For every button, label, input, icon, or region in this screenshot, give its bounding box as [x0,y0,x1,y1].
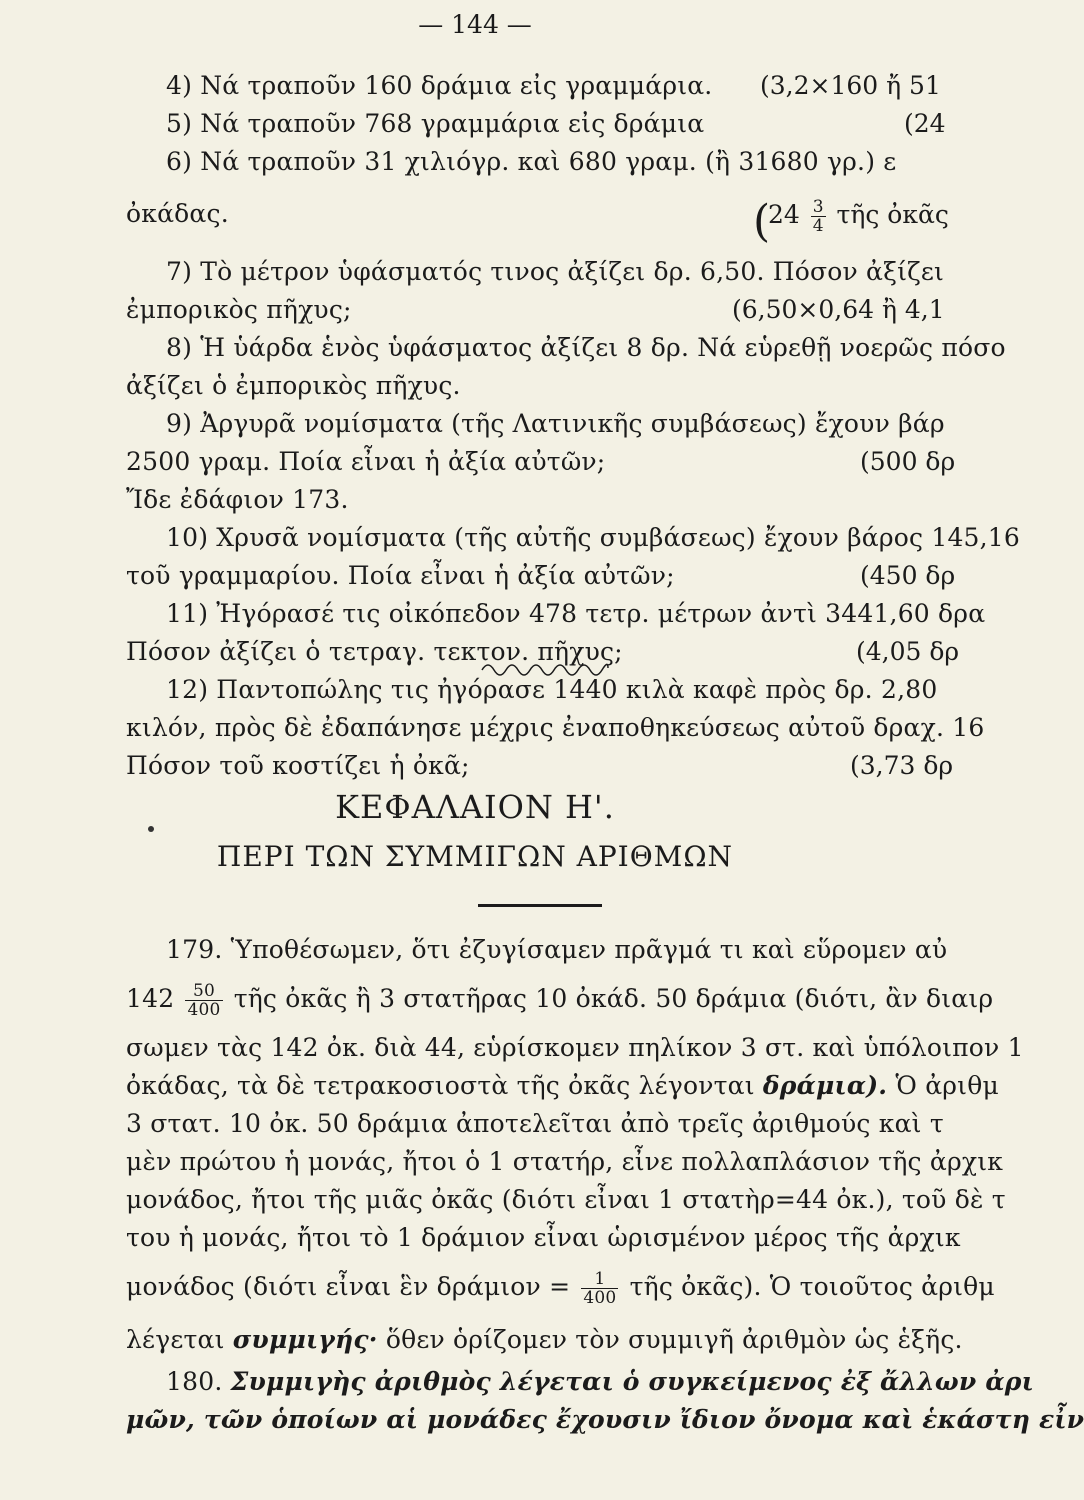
weight-fraction [185,982,222,1019]
page-number: — 144 — [418,10,532,39]
line-9-end: τῆς ὀκᾶς). Ὁ τοιοῦτος ἀριθμ [629,1272,995,1301]
line-10-end: ὅθεν ὁρίζομεν τὸν συμμιγῆ ἀριθμὸν ὡς ἑξῆς. [385,1325,963,1354]
section-179-line-5: 3 στατ. 10 ὀκ. 50 δράμια ἀποτελεῖται ἀπὸ τρεῖς ἀριθμούς καὶ τ [126,1109,944,1138]
bracket-glyph: ( [753,196,771,247]
section-180-line-1 [166,1366,1034,1398]
problem-5-answer: (24 [904,109,946,138]
section-179-line-3: σωμεν τὰς 142 ὀκ. διὰ 44, εὑρίσκομεν πηλίκον 3 στ. καὶ ὑπόλοιπον 1 [126,1033,1024,1062]
chapter-subtitle: ΠΕΡΙ ΤΩΝ ΣΥΜΜΙΓΩΝ ΑΡΙΘΜΩΝ [216,840,734,873]
problem-12-continuation: κιλόν, πρὸς δὲ ἐδαπάνησε μέχρις ἐναποθηκεύσεως αὐτοῦ δραχ. 16 [126,713,985,742]
ornament-divider [480,658,610,676]
section-180-line-2: μῶν, τῶν ὁποίων αἱ μονάδες ἔχουσιν ἴδιον ὄνομα καὶ ἑκάστη εἶν [126,1405,1084,1434]
problem-6-answer-fraction [811,198,826,235]
problem-6-text: 6) Νά τραποῦν 31 χιλιόγρ. καὶ 680 γραμ. (ἢ 31680 γρ.) ε [166,147,897,176]
problem-10-answer: (450 δρ [860,561,956,590]
problem-12-text: 12) Παντοπώλης τις ἠγόρασε 1440 κιλὰ καφὲ πρὸς δρ. 2,80 [166,675,938,704]
section-179-line-4 [126,1070,999,1102]
problem-6-answer-tail: τῆς ὀκᾶς [836,200,949,229]
line-4-start: ὀκάδας, τὰ δὲ τετρακοσιοστὰ τῆς ὀκᾶς λέγονται [126,1071,755,1100]
problem-10-continuation: τοῦ γραμμαρίου. Ποία εἶναι ἡ ἀξία αὐτῶν; [126,561,675,590]
chapter-title: ΚΕΦΑΛΑΙΟΝ Η'. [335,788,615,826]
fraction-denominator: 400 [187,1000,221,1020]
problem-11-continuation: Πόσον ἀξίζει ὁ τετραγ. τεκτον. πῆχυς; [126,637,623,666]
section-179-line-1: 179. Ὑποθέσωμεν, ὅτι ἐζυγίσαμεν πρᾶγμά τι καὶ εὕρομεν αὐ [166,935,948,964]
section-179-line-9 [126,1270,995,1307]
fraction-numerator: 3 [812,197,824,217]
section-179-line-8: του ἡ μονάς, ἤτοι τὸ 1 δράμιον εἶναι ὡρισμένον μέρος τῆς ἀρχικ [126,1223,961,1252]
definition-start: Συμμιγὴς ἀριθμὸς λέγεται ὁ συγκείμενος ἐξ ἄλλων ἀρι [230,1367,1034,1396]
problem-8-text: 8) Ἡ ὑάρδα ἑνὸς ὑφάσματος ἀξίζει 8 δρ. Νά εὑρεθῇ νοερῶς πόσο [166,333,1006,362]
fraction-numerator: 50 [185,982,222,1001]
section-179-line-2 [126,982,993,1019]
problem-8-continuation: ἀξίζει ὁ ἐμπορικὸς πῆχυς. [126,371,461,400]
problem-9-continuation: 2500 γραμ. Ποία εἶναι ἡ ἀξία αὐτῶν; [126,447,606,476]
problem-5-text: 5) Νά τραποῦν 768 γραμμάρια εἰς δράμια [166,109,705,138]
section-179-line-7: μονάδος, ἤτοι τῆς μιᾶς ὀκᾶς (διότι εἶναι 1 στατὴρ=44 ὀκ.), τοῦ δὲ τ [126,1185,1006,1214]
problem-7-answer: (6,50×0,64 ἢ 4,1 [732,295,945,324]
problem-4-answer: (3,2×160 ἤ 51 [760,71,941,100]
problem-7-continuation: ἐμπορικὸς πῆχυς; [126,295,352,324]
problem-10-text: 10) Χρυσᾶ νομίσματα (τῆς αὐτῆς συμβάσεως) ἔχουν βάρος 145,16 [166,523,1021,552]
problem-4-text: 4) Νά τραποῦν 160 δράμια εἰς γραμμάρια. [166,71,713,100]
problem-11-text: 11) Ἠγόρασέ τις οἰκόπεδον 478 τετρ. μέτρων ἀντὶ 3441,60 δρα [166,599,986,628]
fraction-denominator: 4 [812,216,824,236]
ink-dot [148,826,154,832]
problem-6-answer-whole: 24 [768,200,800,229]
problem-6-answer [768,198,949,235]
dram-fraction [581,1270,618,1307]
line-4-end: Ὁ ἀριθμ [895,1071,999,1100]
section-rule [478,904,602,907]
term-symmigis: συμμιγής· [232,1325,378,1354]
problem-11-answer: (4,05 δρ [856,637,960,666]
problem-9-note: Ἴδε ἐδάφιον 173. [126,485,349,514]
problem-9-text: 9) Ἀργυρᾶ νομίσματα (τῆς Λατινικῆς συμβάσεως) ἔχουν βάρ [166,409,945,438]
section-179-line-10 [126,1324,963,1356]
problem-6-continuation: ὀκάδας. [126,199,229,228]
weight-okades: 142 [126,984,175,1013]
problem-7-text: 7) Τὸ μέτρον ὑφάσματός τινος ἀξίζει δρ. 6,50. Πόσον ἀξίζει [166,257,945,286]
fraction-denominator: 400 [583,1288,617,1308]
problem-12-question: Πόσον τοῦ κοστίζει ἡ ὀκᾶ; [126,751,470,780]
problem-9-answer: (500 δρ [860,447,956,476]
term-dramia: δράμια). [762,1071,888,1100]
problem-12-answer: (3,73 δρ [850,751,954,780]
weight-description: τῆς ὀκᾶς ἢ 3 στατῆρας 10 ὀκάδ. 50 δράμια (διότι, ἂν διαιρ [233,984,994,1013]
section-179-line-6: μὲν πρώτου ἡ μονάς, ἤτοι ὁ 1 στατήρ, εἶνε πολλαπλάσιον τῆς ἀρχικ [126,1147,1004,1176]
section-180-number: 180. [166,1367,223,1396]
line-9-start: μονάδος (διότι εἶναι ἓν δράμιον = [126,1272,571,1301]
fraction-numerator: 1 [581,1270,618,1289]
line-10-start: λέγεται [126,1325,225,1354]
